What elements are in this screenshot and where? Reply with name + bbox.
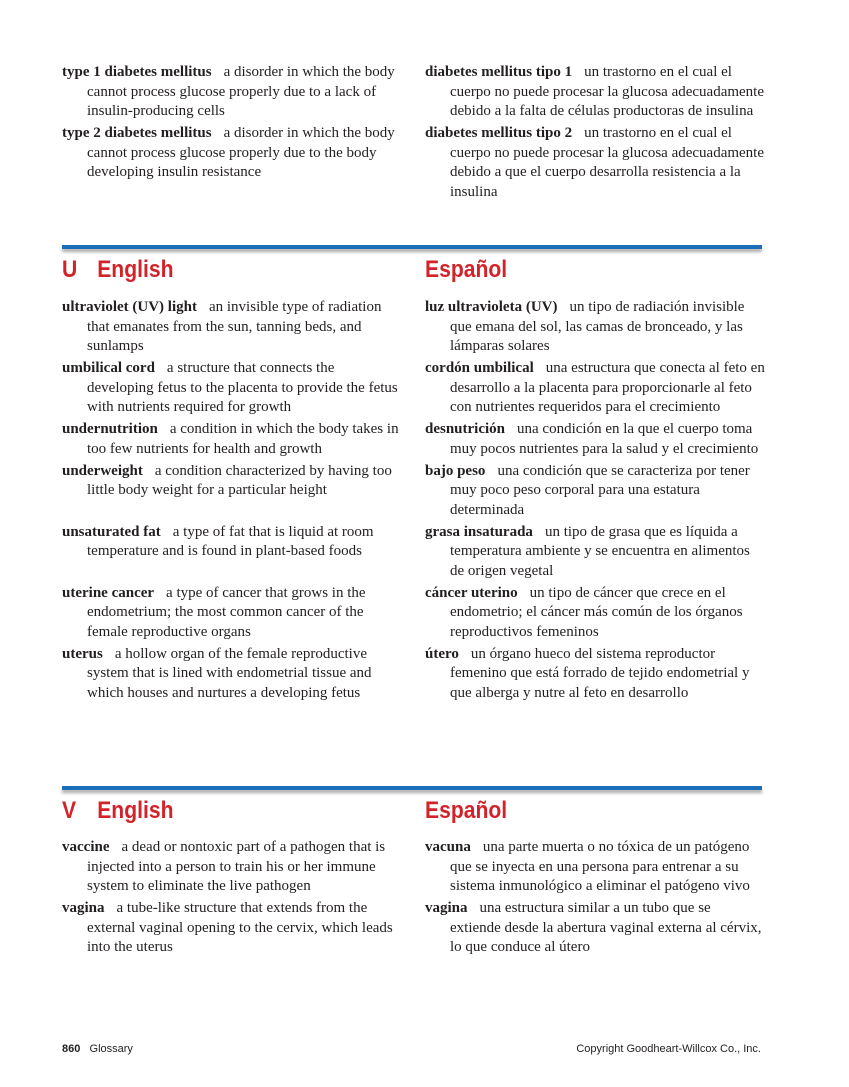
glossary-definition: a structure that connects the developing fetus to the placenta to provide the fetus with nutrients required for growth [87,360,398,415]
glossary-term: type 1 diabetes mellitus [62,64,212,80]
glossary-row [62,63,772,122]
glossary-row [62,523,772,582]
glossary-term: vaccine [62,839,110,855]
glossary-definition: a disorder in which the body cannot process glucose properly due to a lack of insulin-producing cells [87,64,395,119]
spanish-entry [425,124,765,202]
spanish-entry [425,63,765,122]
glossary-row [62,899,772,958]
glossary-term: uterus [62,645,103,662]
glossary-section-u [62,298,772,706]
glossary-definition: a type of fat that is liquid at room temperature and is found in plant-based foods [87,523,374,559]
glossary-row [62,645,772,704]
english-entry [62,124,402,202]
glossary-term: underweight [62,462,143,479]
spanish-entry [425,523,765,582]
english-entry [62,584,402,643]
glossary-row [62,359,772,418]
glossary-definition: un trastorno en el cual el cuerpo no puede procesar la glucosa adecuadamente debido a que el cuerpo desarrolla resistencia a la insulina [450,125,765,200]
page-number: 860 [62,1043,81,1055]
glossary-definition: un tipo de cáncer que crece en el endometrio; el cáncer más común de los órganos reproductivos femeninos [450,584,743,640]
glossary-definition: an invisible type of radiation that emanates from the sun, tanning beds, and sunlamps [87,299,382,354]
glossary-definition: una condición en la que el cuerpo toma muy pocos nutrientes para la salud y el crecimiento [450,421,759,457]
glossary-definition: una parte muerta o no tóxica de un patógeno que se inyecta en una persona para entrenar a su sistema inmunológico a eliminar el patógeno vivo [450,839,750,894]
spanish-entry [425,420,765,459]
spanish-entry [425,645,765,704]
glossary-definition: a condition characterized by having too little body weight for a particular height [87,462,392,498]
glossary-term: diabetes mellitus tipo 1 [425,64,573,80]
glossary-term: bajo peso [425,462,486,479]
english-entry [62,420,402,459]
glossary-term: unsaturated fat [62,523,161,540]
glossary-term: cáncer uterino [425,584,518,601]
spanish-entry [425,899,765,958]
footer-copyright: Copyright Goodheart-Willcox Co., Inc. [576,1043,761,1055]
glossary-definition: un tipo de radiación invisible que emana del sol, las camas de bronceado, y las lámparas solares [450,299,745,354]
glossary-definition: a tube-like structure that extends from the external vaginal opening to the cervix, which leads into the uterus [87,900,393,955]
section-divider-u [62,245,762,249]
section-divider-v [62,786,762,790]
section-letter: U [62,256,78,283]
section-u-spanish-heading [425,256,507,284]
glossary-row [62,420,772,459]
spanish-entry [425,838,765,897]
glossary-term: undernutrition [62,421,158,437]
glossary-definition: un órgano hueco del sistema reproductor femenino que está forrado de tejido endometrial y que alberga y nutre al feto en desarrollo [450,645,750,701]
glossary-definition: a condition in which the body takes in too few nutrients for health and growth [87,421,399,457]
glossary-row [62,838,772,897]
english-entry [62,298,402,357]
section-v-spanish-heading [425,797,507,825]
english-label: English [97,256,174,283]
glossary-term: umbilical cord [62,360,155,376]
glossary-definition: a dead or nontoxic part of a pathogen that is injected into a person to train his or her immune system to eliminate the live pathogen [87,839,386,894]
glossary-term: grasa insaturada [425,523,533,540]
glossary-row [62,462,772,521]
glossary-definition: a hollow organ of the female reproductive system that is lined with endometrial tissue and which houses and nurtures a developing fetus [87,645,372,701]
glossary-term: luz ultravioleta (UV) [425,299,558,315]
glossary-definition: un tipo de grasa que es líquida a temperatura ambiente y se encuentra en alimentos de origen vegetal [450,523,750,579]
english-entry [62,462,402,521]
spanish-entry [425,298,765,357]
spanish-entry [425,359,765,418]
glossary-term: ultraviolet (UV) light [62,299,197,315]
glossary-section-t-continued [62,63,772,205]
english-entry [62,359,402,418]
glossary-term: cordón umbilical [425,360,534,376]
glossary-definition: a disorder in which the body cannot process glucose properly due to the body developing insulin resistance [87,125,395,180]
spanish-label: Español [425,256,508,283]
english-entry [62,899,402,958]
english-entry [62,523,402,582]
glossary-definition: una estructura que conecta al feto en desarrollo a la placenta para proporcionarle al feto con nutrientes requeridos para el crecimiento [450,360,765,415]
glossary-definition: un trastorno en el cual el cuerpo no puede procesar la glucosa adecuadamente debido a la falta de células productoras de insulina [450,64,765,119]
section-u-english-heading [62,256,173,284]
glossary-term: diabetes mellitus tipo 2 [425,125,573,141]
section-letter: V [62,797,77,824]
english-label: English [97,797,174,824]
glossary-section-v [62,838,772,960]
glossary-term: útero [425,645,459,662]
glossary-row [62,298,772,357]
glossary-definition: una estructura similar a un tubo que se extiende desde la abertura vaginal externa al cérvix, lo que conduce al útero [450,900,762,955]
glossary-term: vacuna [425,839,471,855]
glossary-definition: a type of cancer that grows in the endometrium; the most common cancer of the female reproductive organs [87,584,366,640]
english-entry [62,645,402,704]
glossary-term: desnutrición [425,421,506,437]
glossary-term: type 2 diabetes mellitus [62,125,212,141]
section-v-english-heading [62,797,173,825]
spanish-label: Español [425,797,508,824]
english-entry [62,838,402,897]
glossary-row [62,124,772,202]
glossary-row [62,584,772,643]
footer-left [62,1043,133,1055]
glossary-term: uterine cancer [62,584,155,601]
spanish-entry [425,462,765,521]
spanish-entry [425,584,765,643]
glossary-definition: una condición que se caracteriza por tener muy poco peso corporal para una estatura determinada [450,462,750,518]
footer-section: Glossary [89,1043,133,1055]
english-entry [62,63,402,122]
glossary-term: vagina [425,900,468,916]
glossary-term: vagina [62,900,105,916]
